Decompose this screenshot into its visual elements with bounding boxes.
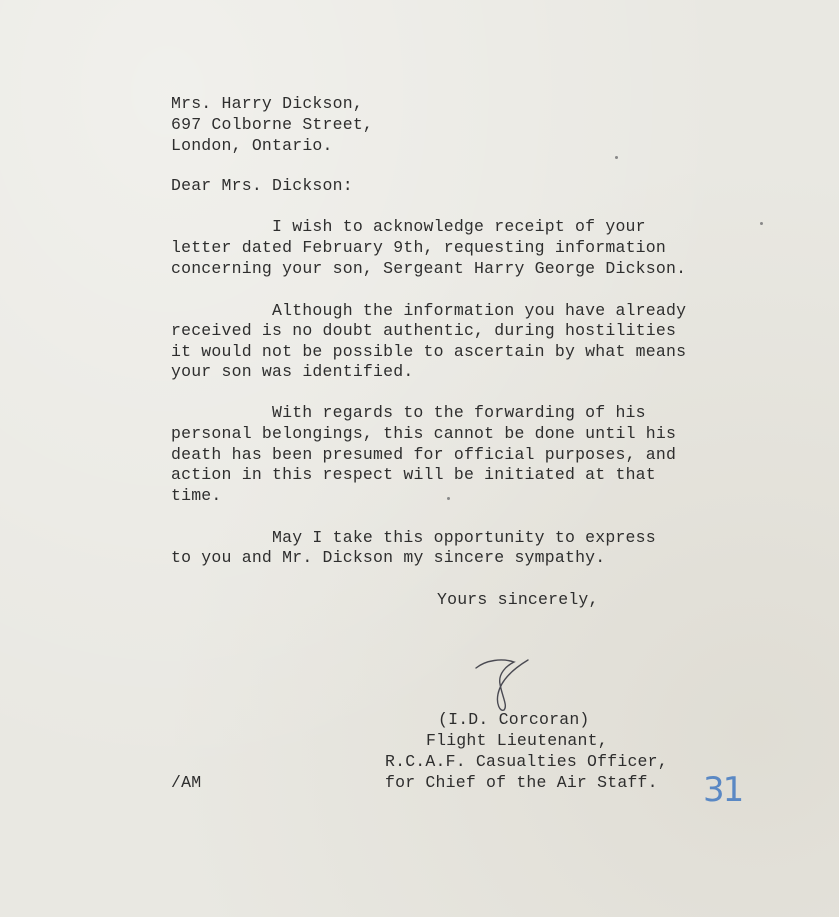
paragraph-2-line-4: your son was identified. [171, 362, 414, 381]
paragraph-1-line-3: concerning your son, Sergeant Harry George Dickson. [171, 259, 687, 278]
paper-speck [760, 222, 763, 225]
signer-name: (I.D. Corcoran) [438, 710, 590, 729]
closing: Yours sincerely, [437, 590, 599, 609]
paragraph-4-line-1: May I take this opportunity to express [272, 528, 656, 547]
paragraph-3-line-2: personal belongings, this cannot be done until his [171, 424, 677, 443]
salutation: Dear Mrs. Dickson: [171, 176, 353, 195]
paragraph-3-line-1: With regards to the forwarding of his [272, 403, 646, 422]
typist-initials: /AM [171, 773, 202, 792]
paragraph-2-line-2: received is no doubt authentic, during hostilities [171, 321, 677, 340]
paragraph-4-line-2: to you and Mr. Dickson my sincere sympathy. [171, 548, 606, 567]
paragraph-1-line-1: I wish to acknowledge receipt of your [272, 217, 646, 236]
paragraph-2-line-3: it would not be possible to ascertain by what means [171, 342, 687, 361]
paper-speck [447, 497, 450, 500]
recipient-city: London, Ontario. [171, 136, 333, 155]
paragraph-1-line-2: letter dated February 9th, requesting information [171, 238, 666, 257]
recipient-name: Mrs. Harry Dickson, [171, 94, 363, 113]
paragraph-3-line-5: time. [171, 486, 222, 505]
signer-on-behalf: for Chief of the Air Staff. [385, 773, 658, 792]
paragraph-2-line-1: Although the information you have already [272, 301, 687, 320]
handwritten-signature [468, 654, 538, 714]
handwritten-page-number: 31 [703, 770, 743, 810]
paper-speck [615, 156, 618, 159]
signer-rank: Flight Lieutenant, [426, 731, 608, 750]
paragraph-3-line-3: death has been presumed for official purposes, and [171, 445, 677, 464]
signer-title: R.C.A.F. Casualties Officer, [385, 752, 668, 771]
paragraph-3-line-4: action in this respect will be initiated at that [171, 465, 656, 484]
recipient-street: 697 Colborne Street, [171, 115, 374, 134]
